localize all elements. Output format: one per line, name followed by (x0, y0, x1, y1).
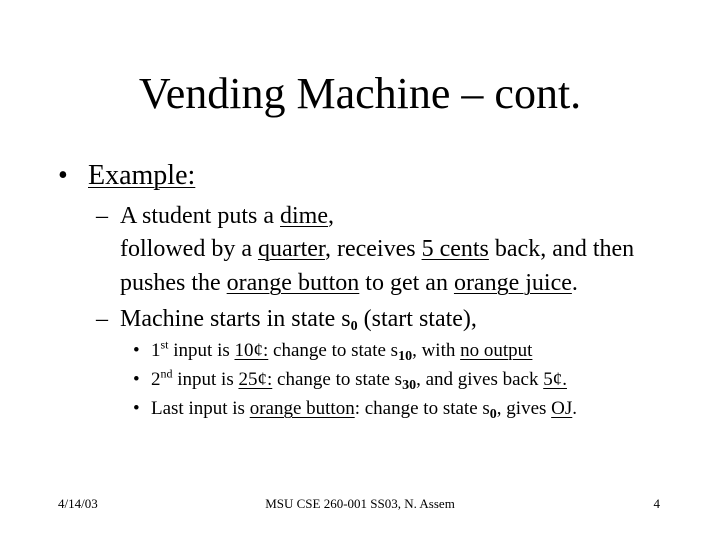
example-line-2: followed by a quarter, receives 5 cents back, and then (120, 236, 635, 262)
orange-juice-term: orange juice (453, 270, 572, 296)
dash-2: – (96, 306, 108, 332)
sub-bullet-3: • (133, 398, 140, 419)
dime-term: dime (280, 203, 328, 229)
input-item-2: 2nd input is 25¢: change to state $s_{30}$, and gives back 5¢. (151, 366, 567, 393)
orange-button-term: orange button (226, 270, 360, 296)
footer-page-number: 4 (653, 496, 660, 511)
footer-date: 4/14/03 (58, 496, 98, 511)
start-state-line: Machine starts in state $s_0$ (start state), (120, 306, 477, 334)
input-item-1: 1st input is 10¢: change to state $s_{10}$, with no output (151, 337, 533, 364)
sub-bullet-1: • (133, 340, 140, 361)
quarter-term: quarter (257, 236, 325, 262)
example-bullet: • (58, 160, 68, 191)
example-line-3: pushes the orange button to get an orange juice. (120, 270, 578, 296)
input-item-3: Last input is orange button: change to state $s_0$, gives OJ. (151, 398, 578, 422)
sub-bullet-2: • (133, 369, 140, 390)
five-cents-term: 5 cents (421, 236, 489, 262)
slide-title: Vending Machine – cont. (138, 69, 582, 118)
example-heading: Example: (88, 160, 196, 191)
footer-course: MSU CSE 260-001 SS03, N. Assem (265, 496, 455, 511)
example-line-1: A student puts a dime, (120, 203, 334, 229)
dash-1: – (96, 203, 108, 229)
